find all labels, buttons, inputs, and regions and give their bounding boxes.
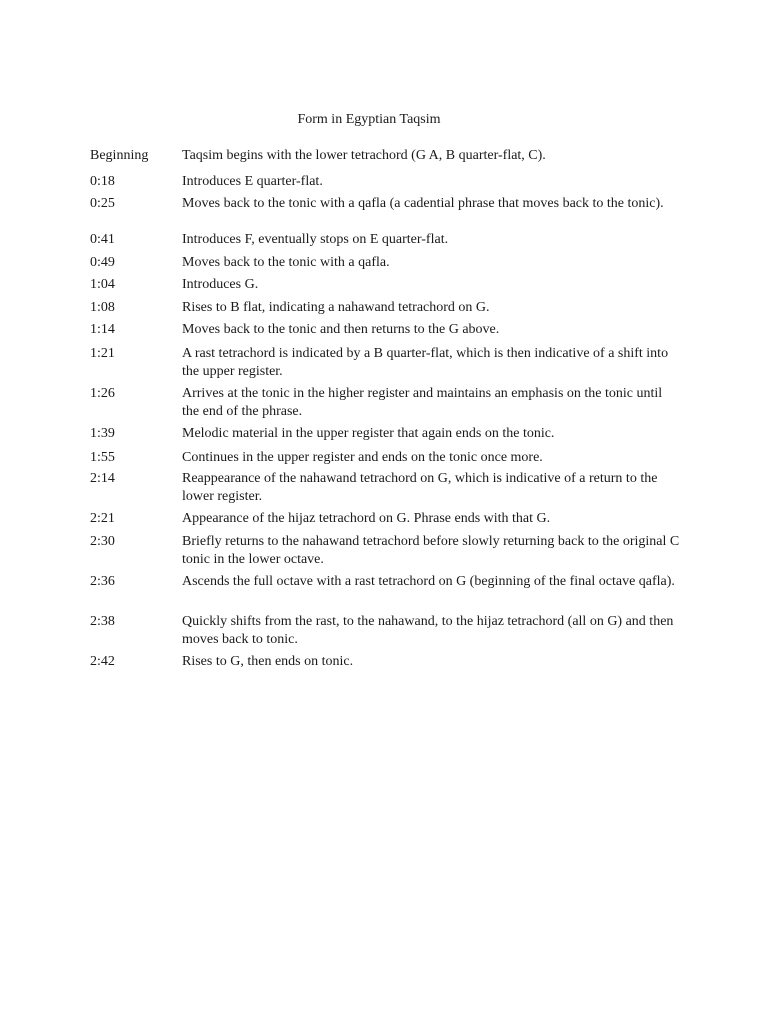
row-time: 1:08 xyxy=(90,300,115,315)
row-description: Melodic material in the upper register that again ends on the tonic. xyxy=(182,426,555,441)
row-description: Reappearance of the nahawand tetrachord on G, which is indicative of a return to the lower register. xyxy=(182,471,658,504)
row-time: Beginning xyxy=(90,148,149,163)
row-description: Rises to B flat, indicating a nahawand tetrachord on G. xyxy=(182,300,490,315)
row-time: 2:42 xyxy=(90,654,115,669)
row-description: Moves back to the tonic with a qafla (a cadential phrase that moves back to the tonic). xyxy=(182,196,664,211)
row-time: 1:14 xyxy=(90,322,115,337)
row-description: Continues in the upper register and ends on the tonic once more. xyxy=(182,450,543,465)
row-description: Ascends the full octave with a rast tetrachord on G (beginning of the final octave qafla). xyxy=(182,574,675,589)
row-description: Rises to G, then ends on tonic. xyxy=(182,654,354,669)
row-description: Introduces G. xyxy=(182,277,259,292)
row-description: Briefly returns to the nahawand tetrachord before slowly returning back to the original C tonic in the lower octave. xyxy=(182,534,680,567)
row-description: Appearance of the hijaz tetrachord on G. Phrase ends with that G. xyxy=(182,511,551,526)
row-description: Moves back to the tonic and then returns to the G above. xyxy=(182,322,500,337)
row-time: 2:14 xyxy=(90,471,115,486)
row-time: 0:49 xyxy=(90,255,115,270)
row-description: Taqsim begins with the lower tetrachord (G A, B quarter-flat, C). xyxy=(182,148,546,163)
row-time: 1:55 xyxy=(90,450,115,465)
row-description: Arrives at the tonic in the higher register and maintains an emphasis on the tonic until the end of the phrase. xyxy=(182,386,663,419)
row-time: 2:38 xyxy=(90,614,115,629)
row-time: 1:04 xyxy=(90,277,115,292)
row-time: 1:26 xyxy=(90,386,115,401)
document-title: Form in Egyptian Taqsim xyxy=(297,112,441,127)
row-time: 0:18 xyxy=(90,174,115,189)
row-time: 2:21 xyxy=(90,511,115,526)
row-description: Introduces E quarter-flat. xyxy=(182,174,323,189)
row-time: 1:21 xyxy=(90,346,115,361)
row-description: Moves back to the tonic with a qafla. xyxy=(182,255,390,270)
row-description: Quickly shifts from the rast, to the nahawand, to the hijaz tetrachord (all on G) and then moves back to tonic. xyxy=(182,614,674,647)
row-time: 2:30 xyxy=(90,534,115,549)
row-time: 0:41 xyxy=(90,232,115,247)
row-time: 2:36 xyxy=(90,574,115,589)
row-time: 1:39 xyxy=(90,426,115,441)
row-description: Introduces F, eventually stops on E quarter-flat. xyxy=(182,232,449,247)
row-description: A rast tetrachord is indicated by a B quarter-flat, which is then indicative of a shift into the upper register. xyxy=(182,346,669,379)
row-time: 0:25 xyxy=(90,196,115,211)
